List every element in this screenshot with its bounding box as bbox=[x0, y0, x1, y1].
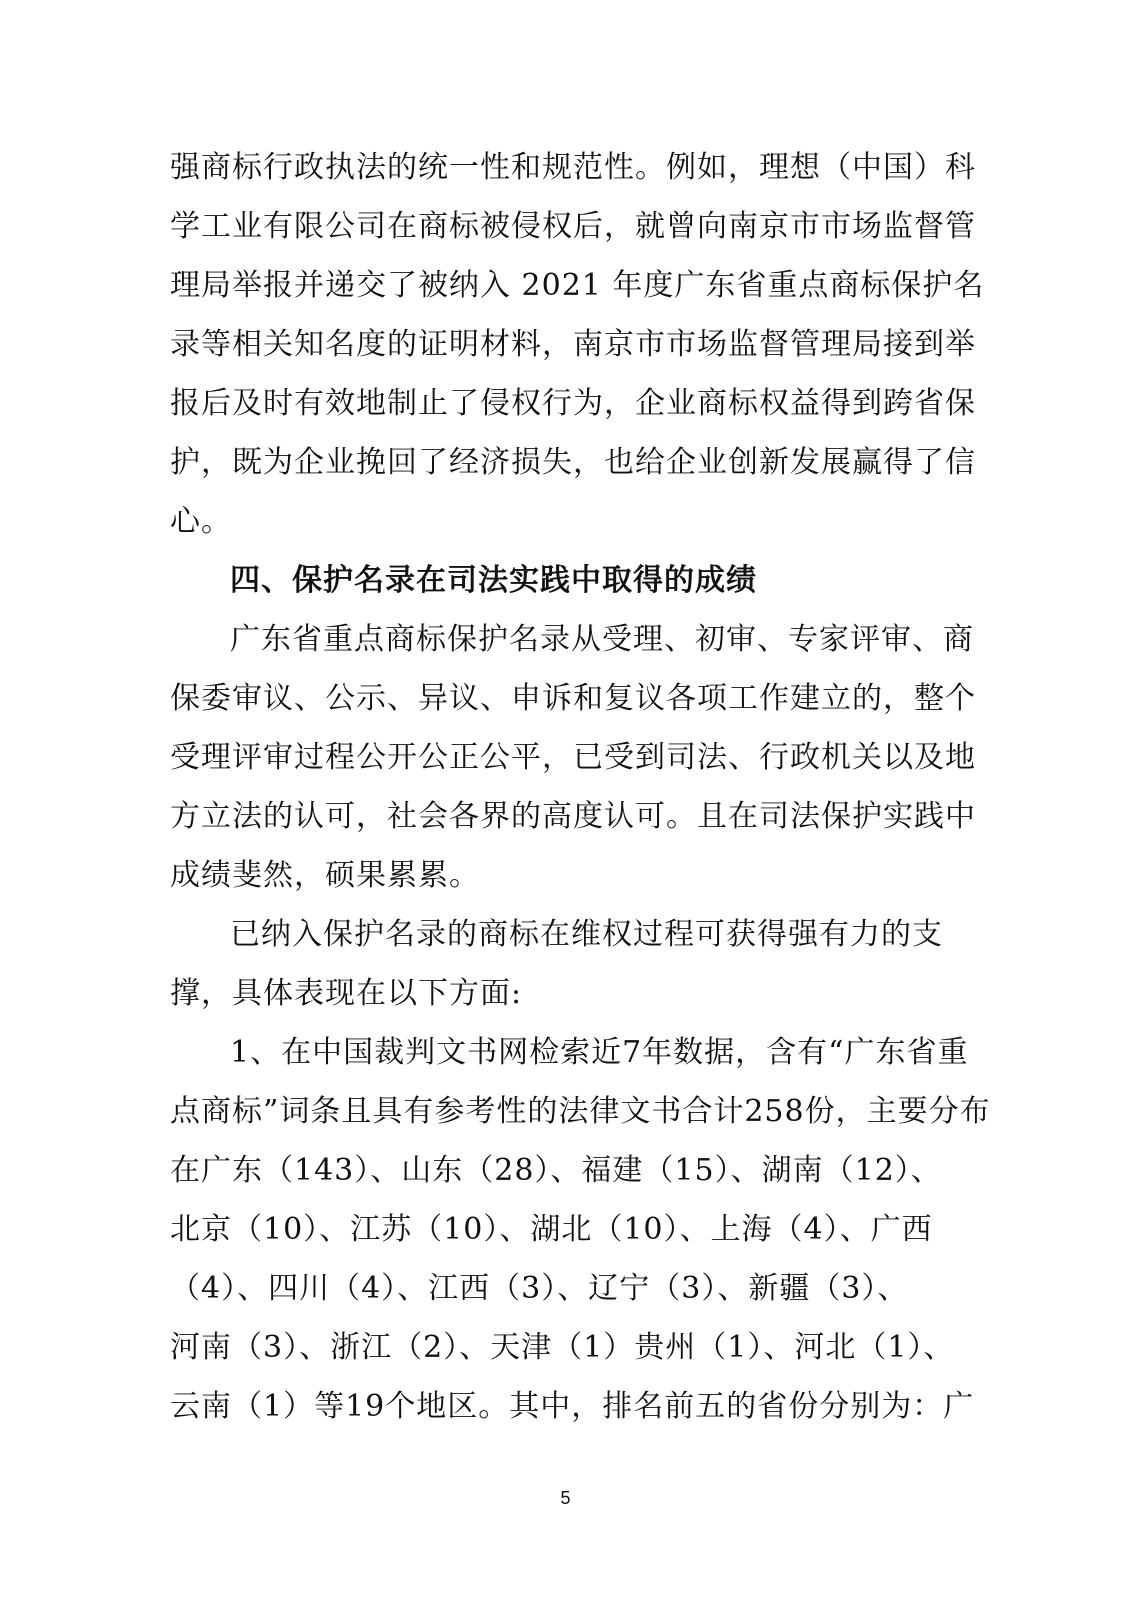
text-line: 受理评审过程公开公正公平，已受到司法、行政机关以及地 bbox=[170, 740, 976, 775]
text-line: 已纳入保护名录的商标在维权过程可获得强有力的支 bbox=[230, 917, 943, 952]
page-number: 5 bbox=[560, 1488, 571, 1508]
text-line: 录等相关知名度的证明材料，南京市市场监督管理局接到举 bbox=[170, 327, 976, 362]
text-line: 心。 bbox=[170, 504, 232, 539]
text-line: 报后及时有效地制止了侵权行为，企业商标权益得到跨省保 bbox=[170, 386, 976, 421]
text-line: 1、在中国裁判文书网检索近7年数据，含有“广东省重 bbox=[230, 1035, 969, 1070]
text-line: 护，既为企业挽回了经济损失，也给企业创新发展赢得了信 bbox=[170, 445, 976, 480]
text-line: 撑，具体表现在以下方面: bbox=[170, 976, 523, 1011]
text-line: 云南（1）等19个地区。其中，排名前五的省份分别为：广 bbox=[170, 1389, 975, 1424]
text-line: （4）、四川（4）、江西（3）、辽宁（3）、新疆（3）、 bbox=[170, 1271, 909, 1306]
text-line: 保委审议、公示、异议、申诉和复议各项工作建立的，整个 bbox=[170, 681, 976, 716]
text-line: 强商标行政执法的统一性和规范性。例如，理想（中国）科 bbox=[170, 150, 976, 185]
text-line: 理局举报并递交了被纳入 2021 年度广东省重点商标保护名 bbox=[170, 268, 985, 303]
text-line: 方立法的认可，社会各界的高度认可。且在司法保护实践中 bbox=[170, 799, 976, 834]
text-line: 点商标”词条且具有参考性的法律文书合计258份，主要分布 bbox=[170, 1094, 991, 1129]
text-line: 北京（10）、江苏（10）、湖北（10）、上海（4）、广西 bbox=[170, 1212, 933, 1247]
text-line: 成绩斐然，硕果累累。 bbox=[170, 858, 480, 893]
text-line: 广东省重点商标保护名录从受理、初审、专家评审、商 bbox=[230, 622, 974, 657]
text-line: 河南（3）、浙江（2）、天津（1）贵州（1）、河北（1）、 bbox=[170, 1330, 955, 1365]
text-line: 在广东（143）、山东（28）、福建（15）、湖南（12）、 bbox=[170, 1153, 942, 1188]
text-line: 学工业有限公司在商标被侵权后，就曾向南京市市场监督管 bbox=[170, 209, 976, 244]
section-heading: 四、保护名录在司法实践中取得的成绩 bbox=[230, 563, 757, 598]
